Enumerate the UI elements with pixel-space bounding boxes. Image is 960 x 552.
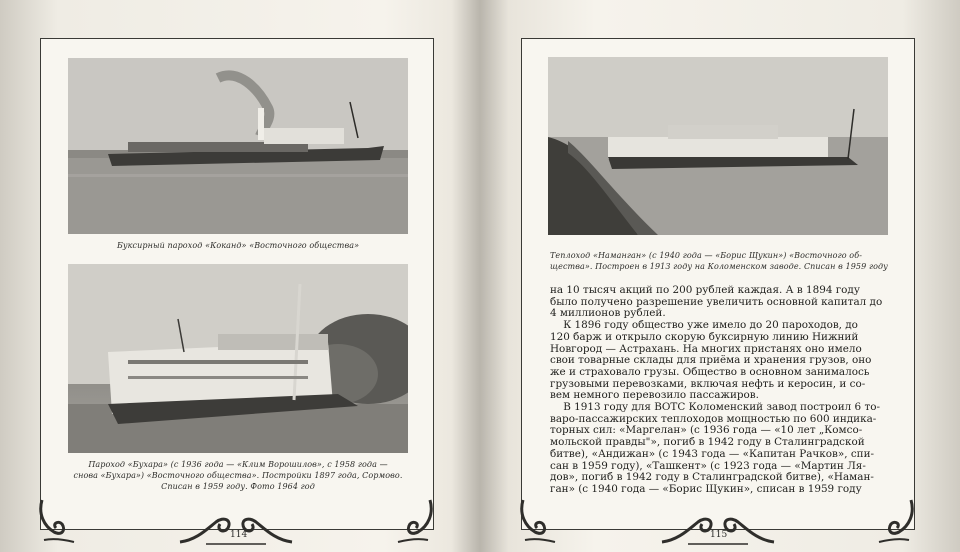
text-line: ган» (с 1940 года — «Борис Щукин», списан в 1959 году	[550, 483, 862, 495]
text-line: грузовыми перевозками, включая нефть и керосин, и со-	[550, 378, 866, 390]
motorship-photo	[548, 57, 888, 235]
right-corner-ornament-right	[877, 496, 917, 546]
steamer-caption	[68, 459, 408, 492]
motorship-caption	[550, 250, 890, 272]
text-line: варо-пассажирских теплоходов мощностью по 600 индика-	[550, 413, 877, 425]
right-page-number: 115	[710, 530, 728, 540]
right-center-ornament	[658, 510, 778, 550]
tugboat-illustration	[68, 58, 408, 234]
steamer-caption-line-2: снова «Бухара») «Восточного общества». Постройки 1897 года, Сормово.	[73, 471, 403, 480]
left-page-number: 114	[230, 530, 248, 540]
text-line: сан в 1959 году), «Ташкент» (с 1923 года — «Мартин Ля-	[550, 460, 866, 472]
motorship-caption-line-1: Теплоход «Наманган» (с 1940 года — «Борис Щукин») «Восточного об-	[550, 251, 862, 260]
tugboat-caption: Буксирный пароход «Коканд» «Восточного общества»	[116, 241, 360, 250]
text-line: 4 миллионов рублей.	[550, 308, 666, 320]
text-line: торных сил: «Маргелан» (с 1936 года — «10 лет „Комсо-	[550, 425, 863, 437]
text-line: на 10 тысяч акций по 200 рублей каждая. А в 1894 году	[550, 285, 860, 296]
text-line: мольской правды"», погиб в 1942 году в Сталинградской	[550, 437, 865, 449]
text-line: К 1896 году общество уже имело до 20 пароходов, до	[550, 320, 858, 332]
text-line: было получено разрешение увеличить основной капитал до	[550, 296, 883, 308]
motorship-illustration	[548, 57, 888, 235]
left-corner-ornament-right	[396, 496, 436, 546]
text-line: битве), «Андижан» (с 1943 года — «Капитан Рачков», спи-	[550, 448, 875, 460]
left-center-ornament	[176, 510, 296, 550]
text-line: свои товарные склады для приёма и хранения грузов, оно	[550, 355, 872, 367]
steamer-caption-line-1: Пароход «Бухара» (с 1936 года — «Клим Ворошилов», с 1958 года —	[88, 460, 388, 469]
text-line: В 1913 году для ВОТС Коломенский завод построил 6 то-	[550, 402, 880, 414]
text-line: вем немного перевозило пассажиров.	[550, 390, 759, 402]
text-line: же и страховало грузы. Общество в основном занималось	[550, 366, 870, 378]
right-corner-ornament-left	[517, 496, 557, 546]
steamer-illustration	[68, 264, 408, 453]
tugboat-photo	[68, 58, 408, 234]
text-line: 120 барж и открыло скорую буксирную линию Нижний	[550, 331, 859, 343]
steamer-caption-line-3: Списан в 1959 году. Фото 1964 год	[161, 482, 315, 491]
left-corner-ornament-left	[36, 496, 76, 546]
text-line: дов», погиб в 1942 году в Сталинградской битве), «Наман-	[550, 472, 874, 484]
motorship-caption-line-2: щества». Построен в 1913 году на Коломенском заводе. Списан в 1959 году	[550, 262, 888, 271]
text-line: Новгород — Астрахань. На многих пристанях оно имело	[550, 343, 862, 355]
main-body-text	[550, 285, 890, 496]
paddle-steamer-photo	[68, 264, 408, 453]
